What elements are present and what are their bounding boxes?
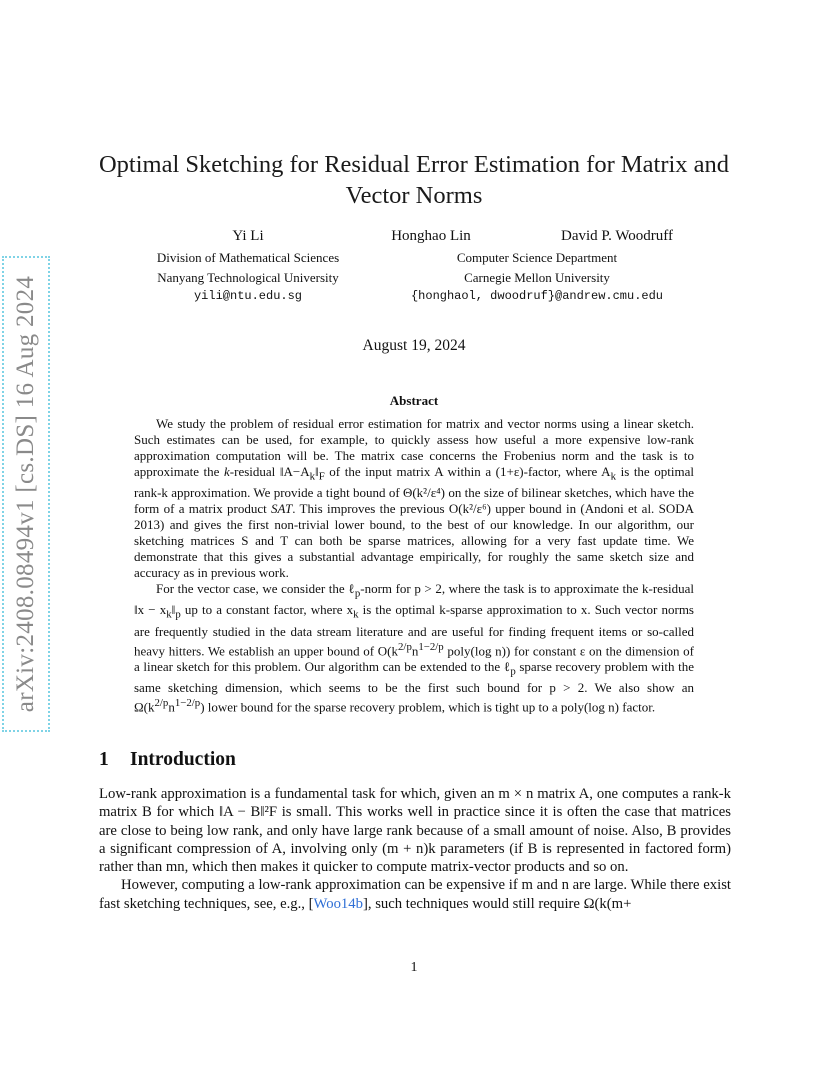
section-title: Introduction — [130, 749, 236, 770]
shared-affiliation — [392, 248, 682, 307]
abstract — [134, 416, 694, 715]
citation-link[interactable]: Woo14b — [313, 895, 363, 912]
paper-title: Optimal Sketching for Residual Error Estimation for Matrix and Vector Norms — [98, 151, 730, 209]
author-email: yili@ntu.edu.sg — [193, 289, 303, 303]
author-institution: Carnegie Mellon University — [464, 269, 610, 285]
author-email: {honghaol, dwoodruf}@andrew.cmu.edu — [410, 289, 664, 303]
body-paragraph: However, computing a low-rank approximation can be expensive if m and n are large. While there exist fast sketching techniques, see, e.g., [Woo14b], such techniques would still require Ω(k(m+ — [99, 877, 731, 912]
author-institution: Nanyang Technological University — [157, 269, 339, 285]
body-paragraph: Low-rank approximation is a fundamental task for which, given an m × n matrix A, one computes a rank-k matrix B for which ‖A − B‖²F is small. This works well in practice since it is often the case that matrices are close to being low rank, and only have large rank because of a small amount of noise. Also, B provides a significant compression of A, involving only (m + n)k parameters (if B is represented in factored form) rather than mn, which then makes it quicker to compute matrix-vector products and so on. — [99, 786, 731, 876]
abstract-heading: Abstract — [389, 393, 439, 408]
author-block-3 — [532, 227, 702, 248]
author-name: Honghao Lin — [391, 228, 471, 244]
author-affiliation: Computer Science Department — [456, 250, 618, 265]
arxiv-identifier: arXiv:2408.08494v1 [cs.DS] 16 Aug 2024 — [12, 275, 39, 713]
date: August 19, 2024 — [362, 337, 466, 354]
abstract-paragraph: We study the problem of residual error estimation for matrix and vector norms using a linear sketch. Such estimates can be used, for example, to quickly assess how useful a more expensive low-rank approximation computation will be. The matrix case concerns the Frobenius norm and the task is to approximate the k-residual $‖A-A_k‖_F$ of the input matrix A within a (1+ε)-factor, where $A_k$ is the optimal rank-k approximation. We provide a tight bound of Θ(k²/ε⁴) on the size of bilinear sketches, which have the form of a matrix product SAT. This improves the previous O(k²/ε⁶) upper bound in (Andoni et al. SODA 2013) and gives the first non-trivial lower bound, to the best of our knowledge. In our algorithm, our sketching matrices S and T can both be sparse matrices, allowing for a very fast update time. We demonstrate that this gives a substantial advantage empirically, for roughly the same sketch size and accuracy as in previous work. — [134, 416, 695, 580]
author-name: David P. Woodruff — [561, 228, 673, 244]
author-block-1 — [130, 227, 366, 307]
author-affiliation: Division of Mathematical Sciences — [156, 250, 340, 265]
author-block-2 — [372, 227, 490, 248]
section-heading — [99, 749, 236, 771]
page-number: 1 — [410, 960, 418, 975]
body-text — [99, 785, 731, 913]
section-number: 1 — [99, 749, 109, 770]
author-name: Yi Li — [232, 228, 264, 244]
arxiv-sidebar — [2, 256, 50, 732]
abstract-paragraph: For the vector case, we consider the ℓ$_p$-norm for p > 2, where the task is to approximate the k-residual ‖x − $x_k‖_p$ up to a constant factor, where $x_k$ is the optimal k-sparse approximation to x. Such vector norms are frequently studied in the data stream literature and are useful for finding frequent items or so-called heavy hitters. We establish an upper bound of $O(k^{2/p}n^{1-2/p}$ poly(log n)) for constant ε on the dimension of a linear sketch for this problem. Our algorithm can be extended to the ℓ$_p$ sparse recovery problem with the same sketching dimension, which seems to be the first such bound for p > 2. We also show an $\Omega(k^{2/p}n^{1-2/p})$ lower bound for the sparse recovery problem, which is tight up to a poly(log n) factor. — [134, 580, 694, 715]
